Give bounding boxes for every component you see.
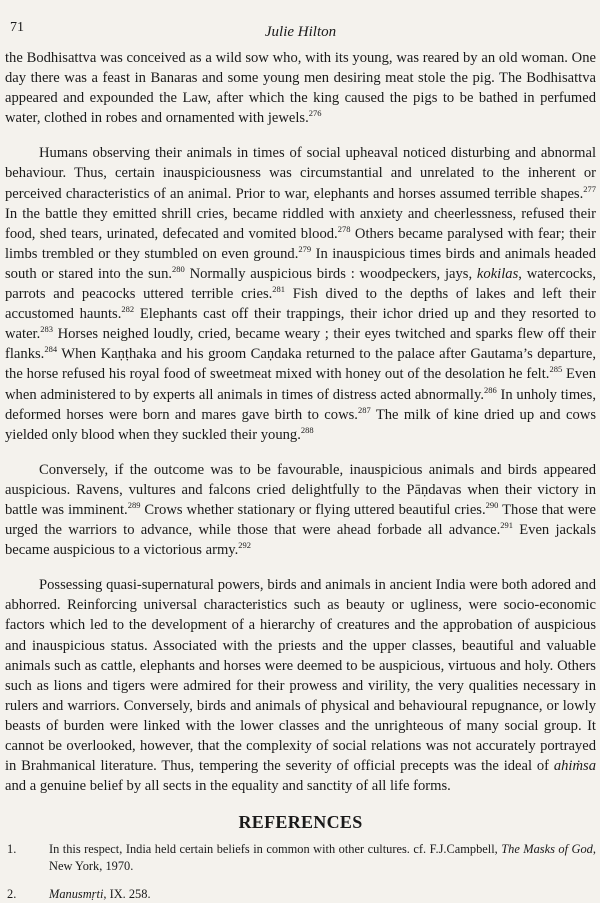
footnote-marker: 284 [44,344,58,355]
text-run: Those that were urged the warriors to advance, while those that were ahead forbade all advance. [5,501,597,539]
footnote-marker: 290 [485,500,499,511]
reference-item [5,886,596,903]
text-run: , IX. 258. [103,887,151,902]
reference-number: 2. [7,887,17,902]
reference-item [5,841,596,875]
footnote-marker: 282 [121,304,135,315]
text-run: In inauspicious times birds and animals headed south or stared into the sun. [5,245,596,282]
text-run: Even jackals became auspicious to a victorious army. [5,522,596,559]
text-run: Conversely, if the outcome was to be favourable, inauspicious animals and birds appeared auspicious. Ravens, vultures and falcons cried delightfully to the Pāṇdavas when their victory in battle was imminent. [5,461,596,518]
footnote-marker: 278 [337,223,351,234]
text-run: Elephants cast off their trappings, their ichor dried up and they resorted to water. [5,306,596,343]
footnote-marker: 288 [300,424,314,435]
text-run: Horses neighed loudly, cried, became weary ; their eyes twitched and sparks flew off their flanks. [5,326,596,363]
text-run: Humans observing their animals in times of social upheaval noticed disturbing and abnormal behaviour. Thus, certain inauspiciousness was circumstantial and unrelated to the inherent or perceived characteristics of an animal. Prior to war, elephants and horses assumed terrible shapes. [5,145,596,202]
italic-term: The Masks of God [501,842,593,857]
footnote-marker: 277 [583,183,596,194]
footnote-marker: 287 [357,404,371,415]
reference-text [49,841,596,875]
reference-list [5,841,596,903]
text-run: , watercocks, parrots and peacocks uttered terrible cries. [5,265,596,303]
text-run: Crows whether stationary or flying uttered beautiful cries. [140,501,486,518]
paragraph [5,575,596,796]
text-run: Possessing quasi-supernatural powers, birds and animals in ancient India were both adored and abhorred. Reinforcing universal characteristics such as beauty or ugliness, were socio-economic factors which led to the development of a hierarchy of creatures and the approbation of auspicious and inauspicious status. Associated with the priests and the upper classes, beautiful and valuable animals such as cattle, elephants and horses were deemed to be auspicious, virtuous and holy. Others such as lions and tigers were admired for their prowess and virility, the very qualities necessary in rulers and warriors. Conversely, birds and animals of physical and behavioural repugnance, or lowly beasts of burden were linked with the lower classes and the unrighteous of many social group. It cannot be overlooked, however, that the complexity of social relations was not accurately portrayed in Brahmanical literature. Thus, tempering the severity of official precepts was the ideal of [5,577,596,775]
italic-term: ahiṁsa [553,758,596,775]
italic-term: Manusmṛti [49,887,104,902]
text-run: In the battle they emitted shrill cries, became riddled with anxiety and cheerlessness, refused their food, shed tears, urinated, defecated and vomited blood. [5,205,596,242]
italic-term: kokilas [476,265,519,282]
footnote-marker: 286 [484,384,497,395]
footnote-marker: 283 [40,324,54,335]
footnote-marker: 285 [549,364,563,375]
page-number: 71 [10,20,24,35]
footnote-marker: 281 [272,284,286,295]
paragraph [5,143,596,444]
text-run: Others became paralysed with fear; their limbs trembled or they stumbled on even ground. [5,225,596,262]
paragraph [5,48,596,128]
reference-number: 1. [7,842,17,857]
footnote-marker: 280 [172,264,185,275]
footnote-marker: 291 [500,520,513,531]
footnote-marker: 279 [298,243,312,254]
footnote-marker: 292 [238,540,252,551]
text-run: Even when administered to by experts all animals in times of distress acted abnormally. [5,366,596,403]
text-run: the Bodhisattva was conceived as a wild sow who, with its young, was reared by an old woman. One day there was a feast in Banaras and some young men desiring meat stole the pig. The Bodhisattva appeared and expounded the Law, after which the king caused the pigs to be bathed in perfumed water, clothed in robes and ornamented with jewels. [5,50,596,127]
text-run: In this respect, India held certain beliefs in common with other cultures. cf. F.J.Campbell, [49,842,502,857]
text-run: Fish dived to the depths of lakes and left their accustomed haunts. [5,286,596,323]
text-run: In unholy times, deformed horses were born and mares gave birth to cows. [5,386,596,423]
text-run: Normally auspicious birds : woodpeckers, jays, [184,265,477,282]
text-run: The milk of kine dried up and cows yielded only blood when they suckled their young. [5,406,596,443]
body-text [5,48,596,796]
page-header [5,0,596,48]
text-run: and a genuine belief by all sects in the equality and sanctity of all life forms. [5,778,451,795]
references-heading: REFERENCES [238,812,363,833]
footnote-marker: 289 [127,500,141,511]
running-head: Julie Hilton [264,24,337,40]
reference-text [49,886,596,903]
text-run: , New York, 1970. [49,842,596,874]
text-run: When Kaṇṭhaka and his groom Caṇdaka returned to the palace after Gautama’s departure, the horse refused his royal food of sweetmeat mixed with honey out of the desolation he felt. [5,346,596,383]
paragraph [5,460,596,560]
footnote-marker: 276 [308,108,322,119]
